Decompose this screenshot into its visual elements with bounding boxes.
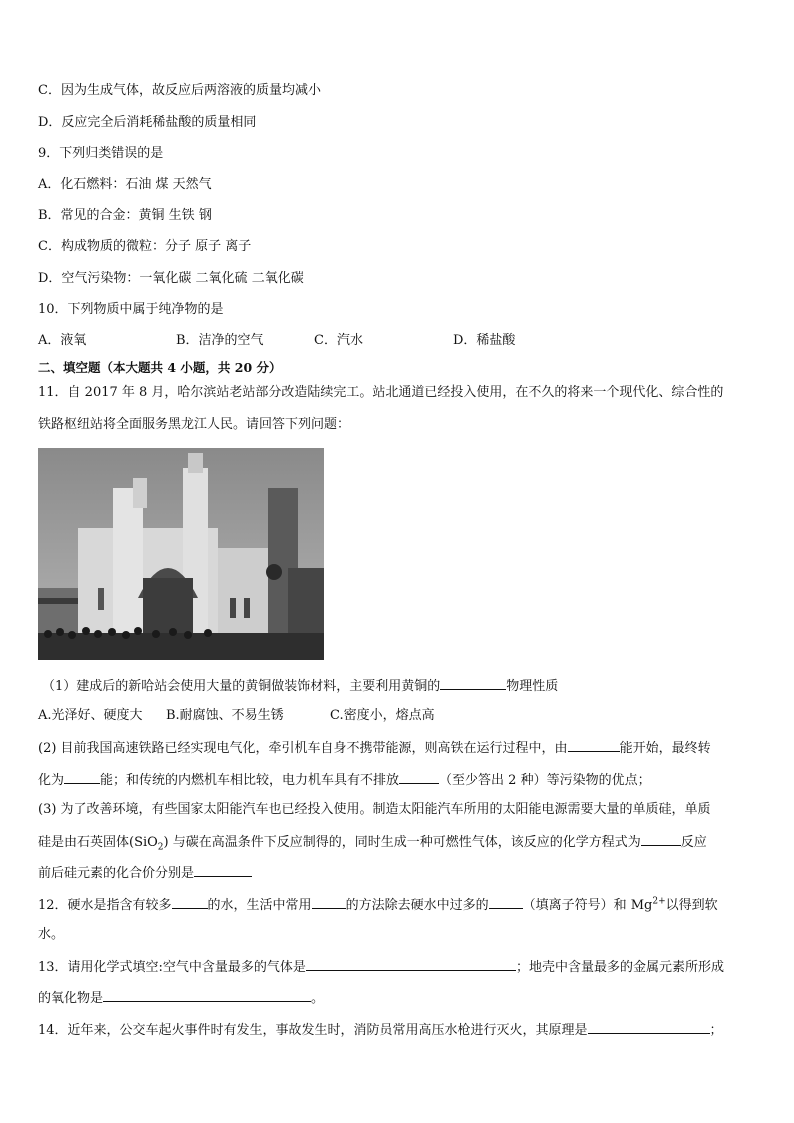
q13-blank2[interactable] bbox=[103, 988, 311, 1002]
q9-option-d: D．空气污染物：一氧化碳 二氧化硫 二氧化碳 bbox=[38, 271, 304, 286]
q11-p2-blank1[interactable] bbox=[568, 738, 620, 752]
q10-stem: 10．下列物质中属于纯净物的是 bbox=[38, 302, 224, 317]
q11-part2-line2: 化为 能；和传统的内燃机车相比较，电力机车具有不排放 （至少答出 2 种）等污染物的优点； bbox=[38, 770, 651, 790]
q11-p1-option-b: B.耐腐蚀、不易生锈 bbox=[166, 708, 284, 723]
q11-stem-line1: 11．自 2017 年 8 月，哈尔滨站老站部分改造陆续完工。站北通道已经投入使用，在不久的将来一个现代化、综合性的 bbox=[38, 385, 724, 400]
q9-option-b: B．常见的合金：黄铜 生铁 钢 bbox=[38, 208, 212, 223]
q8-option-d: D．反应完全后消耗稀盐酸的质量相同 bbox=[38, 115, 257, 130]
q10-option-a: A．液氧 bbox=[38, 333, 87, 348]
q12-line1: 12．硬水是指含有较多 的水，生活中常用 的方法除去硬水中过多的 （填离子符号）和 $Mg^{2+}$以得到软 bbox=[38, 896, 718, 913]
q11-p1-option-c: C.密度小，熔点高 bbox=[330, 708, 435, 723]
q13-line2: 的氧化物是 。 bbox=[38, 988, 324, 1008]
q13-line1: 13．请用化学式填空:空气中含量最多的气体是 ；地壳中含量最多的金属元素所形成 bbox=[38, 957, 724, 977]
q12-line2: 水。 bbox=[38, 927, 65, 942]
q11-p3-blank2[interactable] bbox=[194, 863, 252, 877]
q11-part3-line1: (3) 为了改善环境，有些国家太阳能汽车也已经投入使用。制造太阳能汽车所用的太阳能电源需要大量的单质硅，单质 bbox=[38, 802, 711, 817]
q10-option-d: D．稀盐酸 bbox=[453, 333, 516, 348]
q11-stem-line2: 铁路枢纽站将全面服务黑龙江人民。请回答下列问题： bbox=[38, 417, 351, 432]
q11-part3-line3: 前后硅元素的化合价分别是 bbox=[38, 863, 252, 883]
q10-option-c: C．汽水 bbox=[314, 333, 363, 348]
q10-option-b: B．洁净的空气 bbox=[176, 333, 264, 348]
q11-p2-blank2[interactable] bbox=[64, 770, 100, 784]
q9-option-c: C．构成物质的微粒：分子 原子 离子 bbox=[38, 239, 252, 254]
q11-p2-blank3[interactable] bbox=[399, 770, 439, 784]
q11-part3-line2: 硅是由石英固体(SiO$_2$) 与碳在高温条件下反应制得的，同时生成一种可燃性气体，该反应的化学方程式为 反应 bbox=[38, 832, 707, 852]
q11-p1-option-a: A.光泽好、硬度大 bbox=[38, 708, 143, 723]
q8-option-c: C．因为生成气体，故反应后两溶液的质量均减小 bbox=[38, 83, 321, 98]
station-photo bbox=[38, 448, 324, 660]
q12-blank2[interactable] bbox=[312, 895, 346, 909]
q12-blank3[interactable] bbox=[489, 895, 523, 909]
q9-stem: 9．下列归类错误的是 bbox=[38, 146, 164, 161]
q13-blank1[interactable] bbox=[306, 957, 516, 971]
section-title: 二、填空题（本大题共 4 小题，共 20 分） bbox=[38, 360, 282, 375]
q12-blank1[interactable] bbox=[172, 895, 208, 909]
q11-p1-blank[interactable] bbox=[440, 676, 506, 690]
q11-part2-line1: (2) 目前我国高速铁路已经实现电气化，牵引机车自身不携带能源，则高铁在运行过程中，由 能开始，最终转 bbox=[38, 738, 711, 758]
q14-line1: 14．近年来，公交车起火事件时有发生，事故发生时，消防员常用高压水枪进行灭火，其原理是 ； bbox=[38, 1020, 723, 1040]
q9-option-a: A．化石燃料：石油 煤 天然气 bbox=[38, 177, 212, 192]
q11-part1: （1）建成后的新哈站会使用大量的黄铜做装饰材料，主要利用黄铜的 物理性质 bbox=[42, 676, 558, 696]
q11-p3-blank1[interactable] bbox=[641, 832, 681, 846]
q14-blank1[interactable] bbox=[588, 1020, 710, 1034]
